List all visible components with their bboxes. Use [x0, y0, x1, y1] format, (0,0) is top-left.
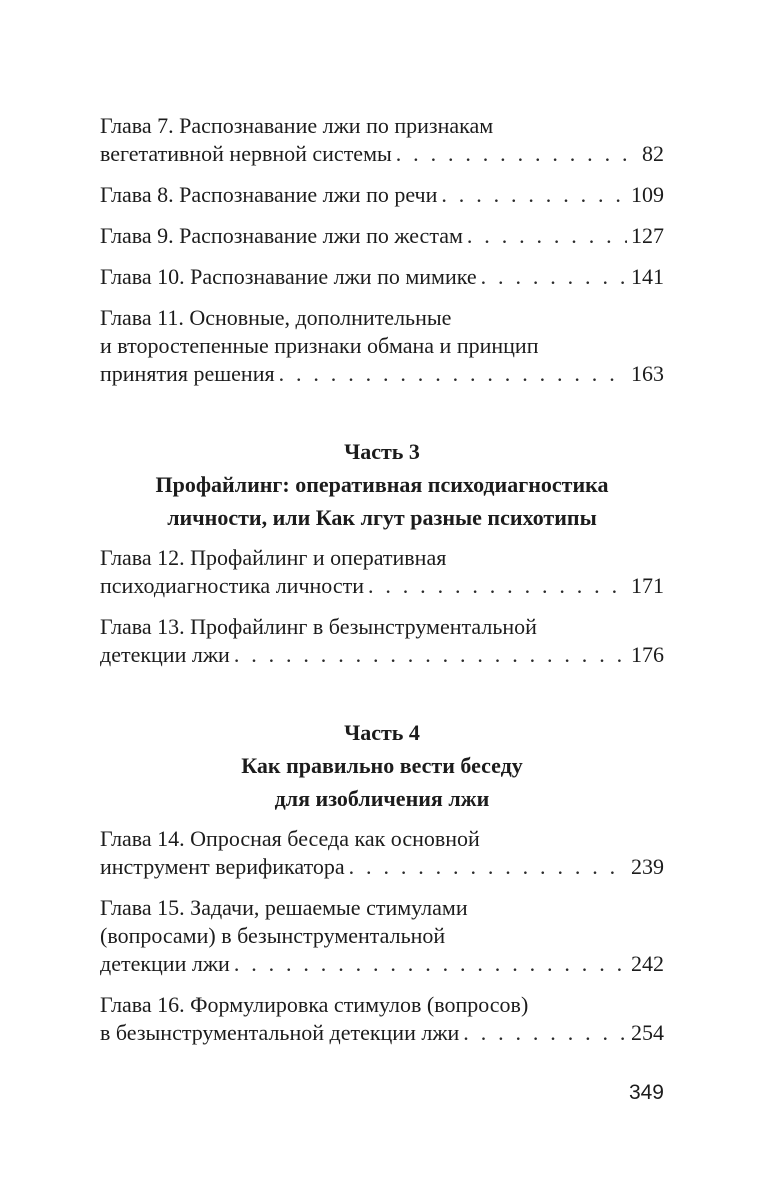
dot-leader — [349, 853, 627, 881]
entry-last-line: Глава 10. Распознавание лжи по мимике — [100, 264, 477, 289]
entry-last-line: в безынструментальной детекции лжи — [100, 1020, 460, 1045]
dot-leader — [481, 263, 627, 291]
dot-leader — [441, 181, 627, 209]
toc-entry-chapter-9 — [100, 222, 664, 250]
part-number: Часть 3 — [344, 439, 420, 464]
entry-line: Глава 16. Формулировка стимулов (вопросов) — [100, 992, 529, 1017]
page-ref: 127 — [631, 223, 664, 248]
dot-leader — [396, 140, 638, 168]
entry-last-line: принятия решения — [100, 361, 275, 386]
toc-entry-chapter-13 — [100, 613, 664, 669]
entry-line: Глава 12. Профайлинг и оперативная — [100, 545, 447, 570]
part-title-line: для изобличения лжи — [274, 786, 490, 811]
page-ref: 82 — [642, 141, 664, 166]
dot-leader — [279, 360, 627, 388]
entry-line: (вопросами) в безынструментальной — [100, 923, 446, 948]
dot-leader — [467, 222, 627, 250]
part-title-line: Профайлинг: оперативная психодиагностика — [155, 472, 609, 497]
entry-line: Глава 15. Задачи, решаемые стимулами — [100, 895, 468, 920]
entry-last-line: Глава 9. Распознавание лжи по жестам — [100, 223, 463, 248]
page-number: 349 — [628, 1081, 664, 1104]
part-3-heading — [100, 435, 664, 534]
toc-entry-chapter-10 — [100, 263, 664, 291]
page-ref: 141 — [631, 264, 664, 289]
entry-line: Глава 7. Распознавание лжи по признакам — [100, 113, 494, 138]
entry-last-line: вегетативной нервной системы — [100, 141, 392, 166]
entry-line: Глава 13. Профайлинг в безынструментальной — [100, 614, 537, 639]
toc-entry-chapter-16 — [100, 991, 664, 1047]
entry-last-line: Глава 8. Распознавание лжи по речи — [100, 182, 438, 207]
dot-leader — [234, 950, 627, 978]
page-ref: 254 — [631, 1020, 664, 1045]
toc-entry-chapter-8 — [100, 181, 664, 209]
entry-line: Глава 11. Основные, дополнительные — [100, 305, 452, 330]
entry-line: и второстепенные признаки обмана и принцип — [100, 333, 539, 358]
entry-line: Глава 14. Опросная беседа как основной — [100, 826, 480, 851]
dot-leader — [234, 641, 627, 669]
page-ref: 163 — [631, 361, 664, 386]
toc-entry-chapter-15 — [100, 894, 664, 978]
entry-last-line: детекции лжи — [100, 642, 230, 667]
dot-leader — [463, 1019, 627, 1047]
entry-last-line: детекции лжи — [100, 951, 230, 976]
part-4-heading — [100, 716, 664, 815]
table-of-contents — [100, 112, 664, 1060]
page-ref: 242 — [631, 951, 664, 976]
entry-last-line: психодиагностика личности — [100, 573, 364, 598]
toc-entry-chapter-11 — [100, 304, 664, 388]
toc-entry-chapter-7 — [100, 112, 664, 168]
page-ref: 109 — [631, 182, 664, 207]
part-title-line: личности, или Как лгут разные психотипы — [167, 505, 597, 530]
page-ref: 239 — [631, 854, 664, 879]
dot-leader — [368, 572, 627, 600]
entry-last-line: инструмент верификатора — [100, 854, 345, 879]
toc-entry-chapter-12 — [100, 544, 664, 600]
part-title-line: Как правильно вести беседу — [241, 753, 523, 778]
page-ref: 171 — [631, 573, 664, 598]
toc-entry-chapter-14 — [100, 825, 664, 881]
page-ref: 176 — [631, 642, 664, 667]
part-number: Часть 4 — [344, 720, 420, 745]
